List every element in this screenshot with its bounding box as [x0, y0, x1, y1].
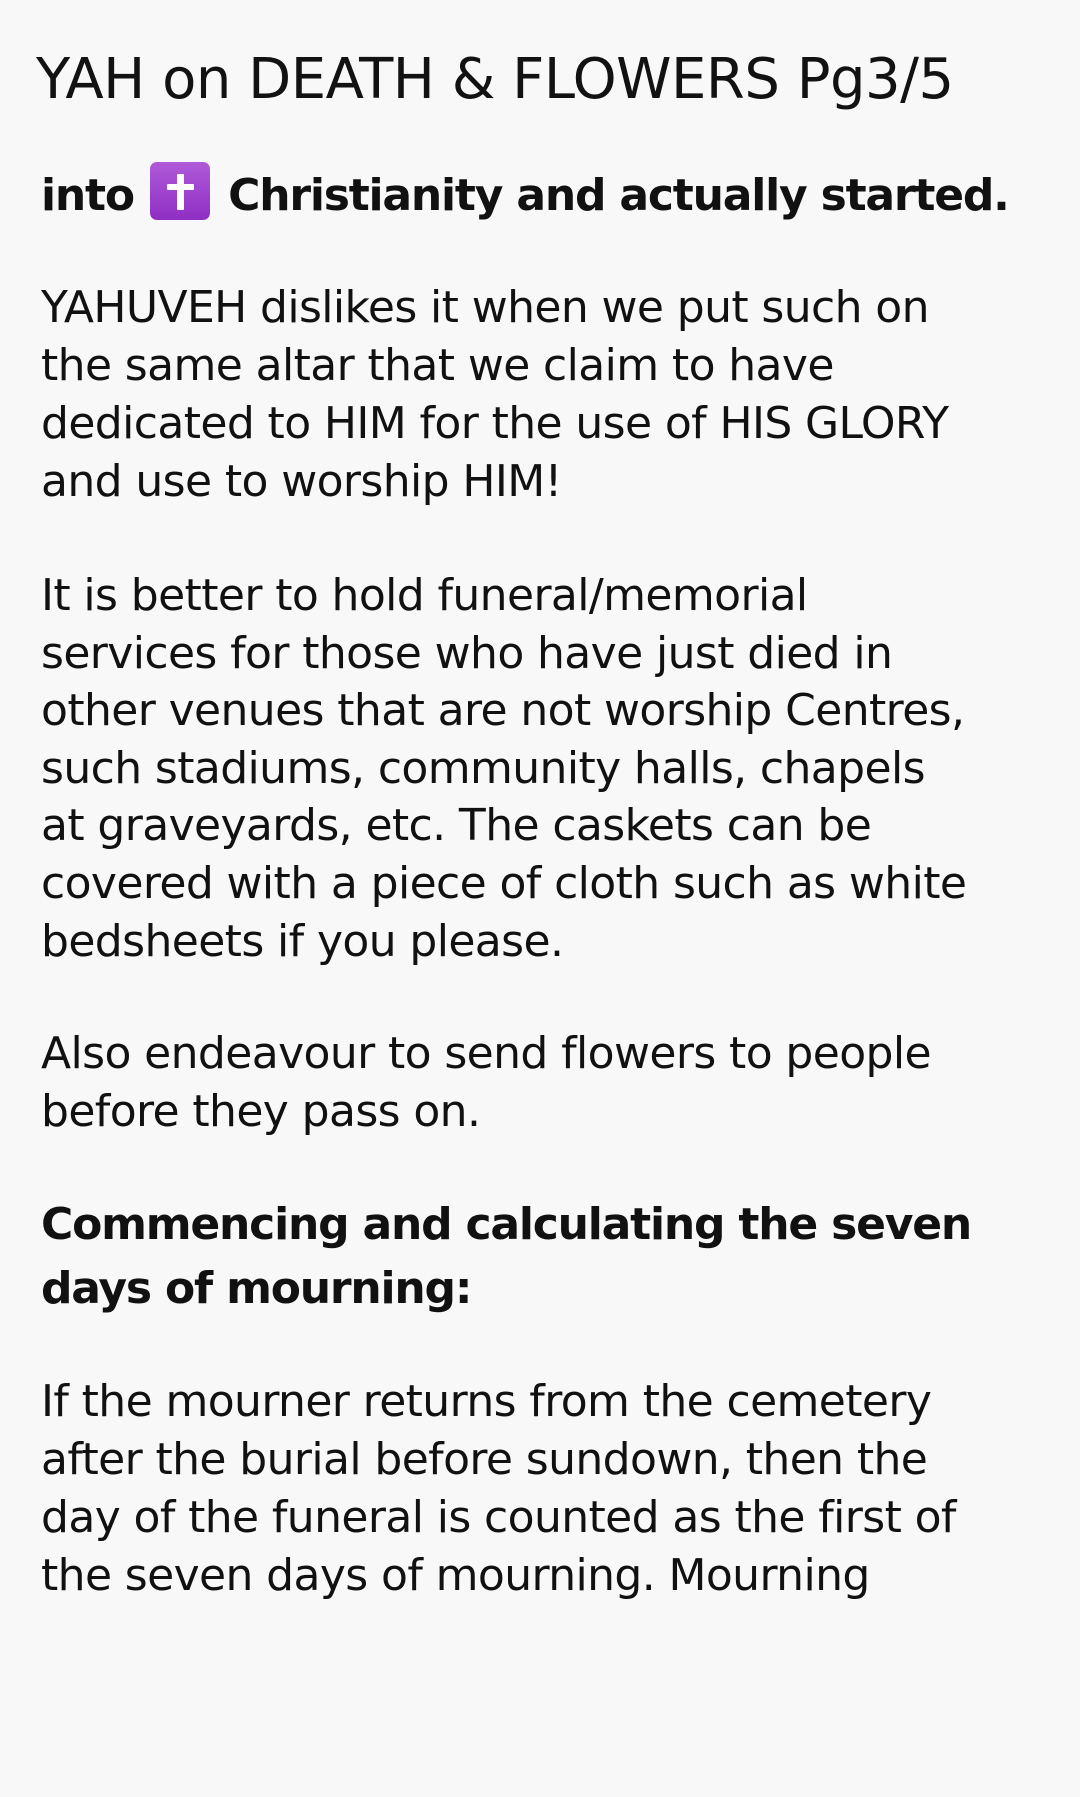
paragraph-line: other venues that are not worship Centres, [41, 685, 965, 737]
paragraph-line: the same altar that we claim to have [41, 340, 834, 391]
paragraph-line: at graveyards, etc. The caskets can be [41, 800, 872, 852]
paragraph-line: If the mourner returns from the cemetery [41, 1376, 932, 1428]
intro-line [41, 162, 1041, 229]
intro-text-before: into [41, 170, 134, 221]
paragraph-line: bedsheets if you please. [41, 915, 564, 967]
paragraph-line: day of the funeral is counted as the first of [41, 1492, 956, 1544]
paragraph-line: Also endeavour to send flowers to people [41, 1028, 931, 1080]
paragraph-mourning [41, 1373, 1041, 1605]
paragraph-altar [41, 279, 1041, 511]
heading-line: Commencing and calculating the seven [41, 1199, 971, 1251]
paragraph-line: before they pass on. [41, 1086, 481, 1138]
paragraph-line: the seven days of mourning. Mourning [41, 1550, 870, 1602]
paragraph-line: YAHUVEH dislikes it when we put such on [41, 282, 929, 333]
heading-line: days of mourning: [41, 1263, 472, 1315]
paragraph-flowers [41, 1025, 1041, 1141]
intro-text-after: Christianity and actually started. [228, 170, 1009, 221]
paragraph-line: It is better to hold funeral/memorial [41, 570, 808, 621]
paragraph-line: and use to worship HIM! [41, 456, 562, 507]
paragraph-line: such stadiums, community halls, chapels [41, 742, 925, 794]
paragraph-line: covered with a piece of cloth such as white [41, 857, 967, 909]
latin-cross-emoji-icon [150, 162, 210, 220]
paragraph-line: services for those who have just died in [41, 627, 893, 679]
paragraph-line: after the burial before sundown, then the [41, 1434, 928, 1486]
paragraph-venues [41, 567, 1041, 970]
page-title: YAH on DEATH & FLOWERS Pg3/5 [36, 47, 954, 112]
section-heading [41, 1193, 1041, 1321]
paragraph-line: dedicated to HIM for the use of HIS GLORY [41, 398, 949, 449]
note-body [41, 162, 1041, 1605]
